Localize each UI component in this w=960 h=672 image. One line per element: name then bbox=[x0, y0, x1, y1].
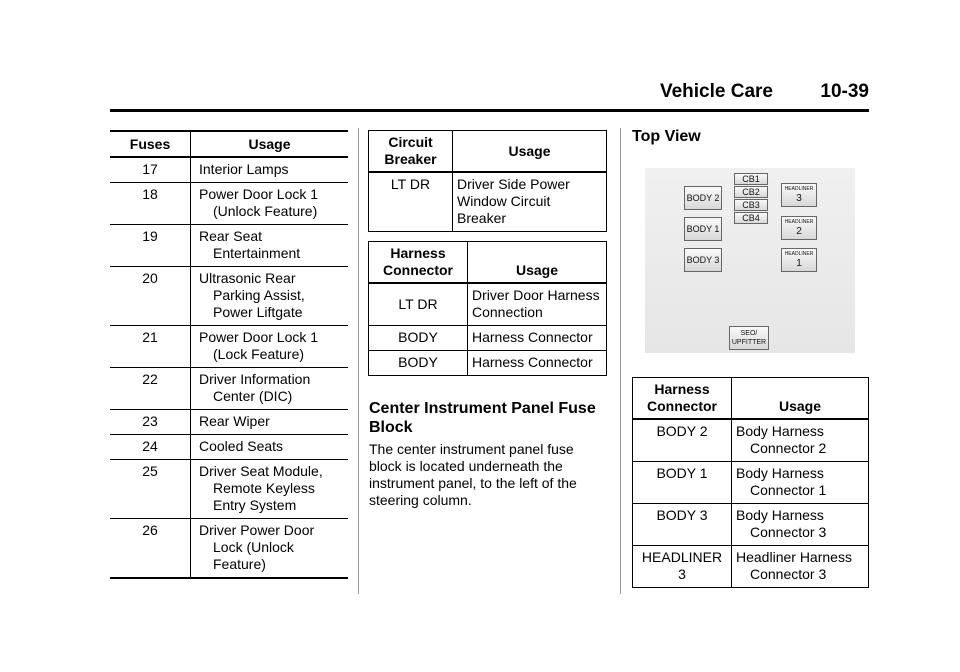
connector-usage: Body Harness Connector 3 bbox=[736, 507, 827, 540]
harness-connector-table-2 bbox=[632, 377, 869, 588]
fuse-usage: Driver Power Door Lock (Unlock Feature) bbox=[199, 522, 315, 572]
connector-usage: Headliner Harness Connector 3 bbox=[736, 549, 852, 582]
connector-id: BODY 1 bbox=[633, 462, 732, 504]
headliner-label: HEADLINER bbox=[784, 251, 814, 257]
connector-usage: Harness Connector bbox=[468, 326, 607, 351]
table-row bbox=[110, 368, 348, 410]
fuse-id: 22 bbox=[110, 368, 191, 410]
table-row bbox=[110, 519, 348, 579]
circuit-breaker-table bbox=[368, 130, 607, 232]
table-row bbox=[369, 172, 607, 232]
breaker-id: LT DR bbox=[369, 172, 453, 232]
col-header-usage: Usage bbox=[732, 378, 869, 420]
fuse-id: 20 bbox=[110, 267, 191, 326]
fuse-usage: Driver Seat Module, Remote Keyless Entry System bbox=[199, 463, 323, 513]
page-number: 10-39 bbox=[820, 81, 869, 102]
center-panel-text: The center instrument panel fuse block is located underneath the instrument panel, to the left of the steering column. bbox=[369, 441, 577, 508]
table-row bbox=[110, 225, 348, 267]
fuse-id: 26 bbox=[110, 519, 191, 579]
breaker-usage: Driver Side Power Window Circuit Breaker bbox=[457, 176, 570, 226]
cb1-breaker: CB1 bbox=[734, 173, 768, 185]
table-row bbox=[110, 435, 348, 460]
connector-id: HEADLINER 3 bbox=[633, 546, 732, 588]
table-row bbox=[369, 283, 607, 326]
section-title: Vehicle Care bbox=[659, 81, 773, 102]
table-row bbox=[369, 351, 607, 376]
fuse-id: 25 bbox=[110, 460, 191, 519]
fuse-block-diagram bbox=[645, 168, 855, 353]
fuse-id: 24 bbox=[110, 435, 191, 460]
fuse-id: 19 bbox=[110, 225, 191, 267]
headliner-number: 2 bbox=[796, 226, 802, 237]
table-row bbox=[633, 462, 869, 504]
connector-id: BODY bbox=[369, 326, 468, 351]
table-row bbox=[633, 546, 869, 588]
headliner-number: 1 bbox=[796, 258, 802, 269]
fuse-usage: Power Door Lock 1 (Unlock Feature) bbox=[199, 186, 319, 219]
table-row bbox=[110, 157, 348, 183]
col-header-usage: Usage bbox=[468, 242, 607, 284]
connector-usage: Harness Connector bbox=[468, 351, 607, 376]
center-panel-title: Center Instrument Panel Fuse Block bbox=[369, 400, 596, 436]
headliner-label: HEADLINER bbox=[784, 186, 814, 192]
fuse-usage: Interior Lamps bbox=[199, 161, 289, 177]
top-view-title: Top View bbox=[632, 128, 701, 145]
fuse-usage: Cooled Seats bbox=[199, 438, 284, 454]
harness-connector-table-1 bbox=[368, 241, 607, 376]
fuse-usage: Power Door Lock 1 (Lock Feature) bbox=[199, 329, 319, 362]
fuses-table bbox=[110, 130, 348, 579]
table-row bbox=[110, 410, 348, 435]
connector-usage: Body Harness Connector 2 bbox=[736, 423, 827, 456]
body-2-connector: BODY 2 bbox=[684, 186, 722, 210]
fuse-id: 23 bbox=[110, 410, 191, 435]
fuse-usage: Rear Wiper bbox=[199, 413, 270, 429]
col-header-fuses: Fuses bbox=[110, 131, 191, 157]
table-row bbox=[633, 504, 869, 546]
fuse-usage: Rear Seat Entertainment bbox=[199, 228, 301, 261]
fuse-id: 18 bbox=[110, 183, 191, 225]
connector-id: BODY bbox=[369, 351, 468, 376]
col-header-usage: Usage bbox=[453, 131, 607, 173]
col-header-usage: Usage bbox=[191, 131, 349, 157]
col-header-harness-connector: Harness Connector bbox=[633, 378, 732, 420]
body-3-connector: BODY 3 bbox=[684, 248, 722, 272]
table-row bbox=[110, 326, 348, 368]
headliner-1-connector bbox=[781, 248, 817, 272]
fuse-id: 21 bbox=[110, 326, 191, 368]
cb4-breaker: CB4 bbox=[734, 212, 768, 224]
table-row bbox=[110, 460, 348, 519]
connector-usage: Driver Door Harness Connection bbox=[472, 287, 600, 320]
connector-id: BODY 2 bbox=[633, 419, 732, 462]
fuse-id: 17 bbox=[110, 157, 191, 183]
body-1-connector: BODY 1 bbox=[684, 217, 722, 241]
column-divider bbox=[620, 128, 621, 594]
seo-upfitter-connector: SEO/ UPFITTER bbox=[729, 326, 769, 350]
col-header-circuit-breaker: Circuit Breaker bbox=[369, 131, 453, 173]
fuse-usage: Ultrasonic Rear Parking Assist, Power Liftgate bbox=[199, 270, 305, 320]
fuse-usage: Driver Information Center (DIC) bbox=[199, 371, 311, 404]
connector-id: BODY 3 bbox=[633, 504, 732, 546]
table-row bbox=[110, 183, 348, 225]
table-row bbox=[110, 267, 348, 326]
page-header bbox=[110, 79, 869, 112]
headliner-number: 3 bbox=[796, 193, 802, 204]
headliner-2-connector bbox=[781, 216, 817, 240]
table-row bbox=[633, 419, 869, 462]
cb3-breaker: CB3 bbox=[734, 199, 768, 211]
column-divider bbox=[358, 128, 359, 594]
col-header-harness-connector: Harness Connector bbox=[369, 242, 468, 284]
table-row bbox=[369, 326, 607, 351]
headliner-label: HEADLINER bbox=[784, 219, 814, 225]
connector-id: LT DR bbox=[369, 283, 468, 326]
headliner-3-connector bbox=[781, 183, 817, 207]
connector-usage: Body Harness Connector 1 bbox=[736, 465, 827, 498]
cb2-breaker: CB2 bbox=[734, 186, 768, 198]
